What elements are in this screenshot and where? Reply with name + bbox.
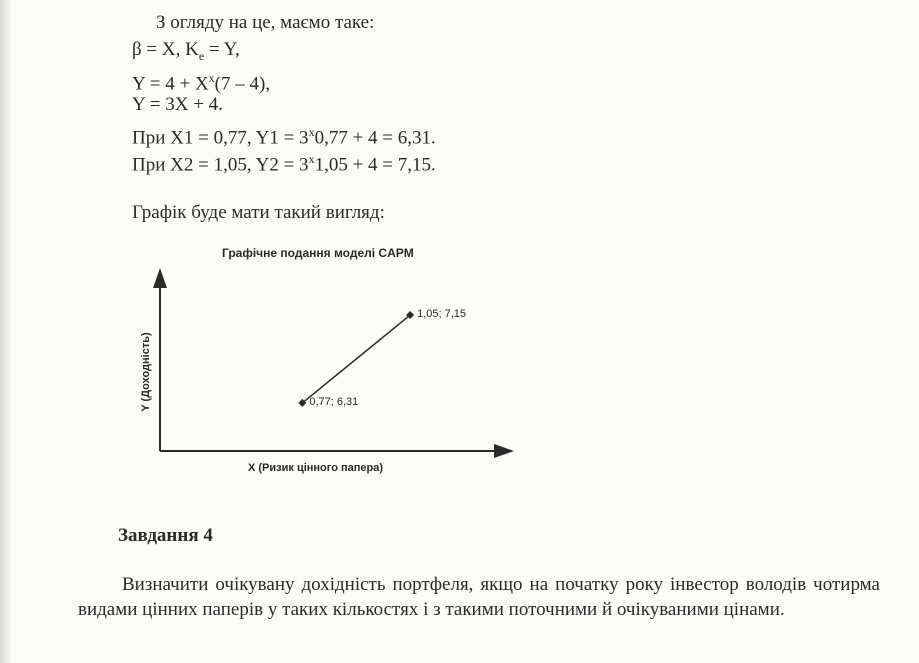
equation-point-1-right: 0,77 + 4 = 6,31.: [314, 127, 436, 149]
task-paragraph: [78, 572, 880, 622]
point-label-1: 0,77; 6,31: [309, 395, 359, 408]
equation-beta-right: = Y,: [204, 39, 240, 60]
graph-intro-line: Графік буде мати такий вигляд:: [132, 202, 385, 223]
equation-y-general-right: (7 – 4),: [214, 73, 271, 95]
y-axis-label: Y (Доходність): [140, 332, 152, 412]
equation-point-2-left: При X2 = 1,05, Y2 = 3: [132, 154, 309, 176]
x-axis-arrow: [494, 444, 514, 458]
equation-y-general-sup: x: [208, 71, 215, 85]
chart-title: Графічне подання моделі CAPM: [222, 246, 414, 260]
equation-point-2-sup: x: [308, 152, 315, 166]
equation-y-general-left: Y = 4 + X: [132, 73, 209, 95]
equation-y-simplified: Y = 3X + 4.: [132, 94, 223, 115]
equation-beta-left: β = X, K: [132, 39, 199, 60]
equation-point-1-sup: x: [308, 125, 315, 139]
equation-point-2-right: 1,05 + 4 = 7,15.: [314, 154, 436, 176]
equation-point-1-left: При X1 = 0,77, Y1 = 3: [132, 127, 309, 149]
x-axis-label: X (Ризик цінного папера): [248, 462, 384, 474]
series-layer: [298, 311, 414, 407]
point-label-2: 1,05; 7,15: [417, 308, 467, 321]
y-axis-arrow: [153, 268, 167, 288]
intro-line: З огляду на це, маємо таке:: [156, 12, 375, 33]
task-text: Визначити очікувану дохідність портфеля, якщо на початку року інвестор володів чотирма видами цінних паперів у таких кількостях і з такими поточними й очікуваними цінами.: [78, 574, 880, 620]
task-heading: Завдання 4: [118, 525, 213, 546]
series-line: [302, 315, 410, 403]
equation-beta-subscript: e: [198, 48, 205, 63]
